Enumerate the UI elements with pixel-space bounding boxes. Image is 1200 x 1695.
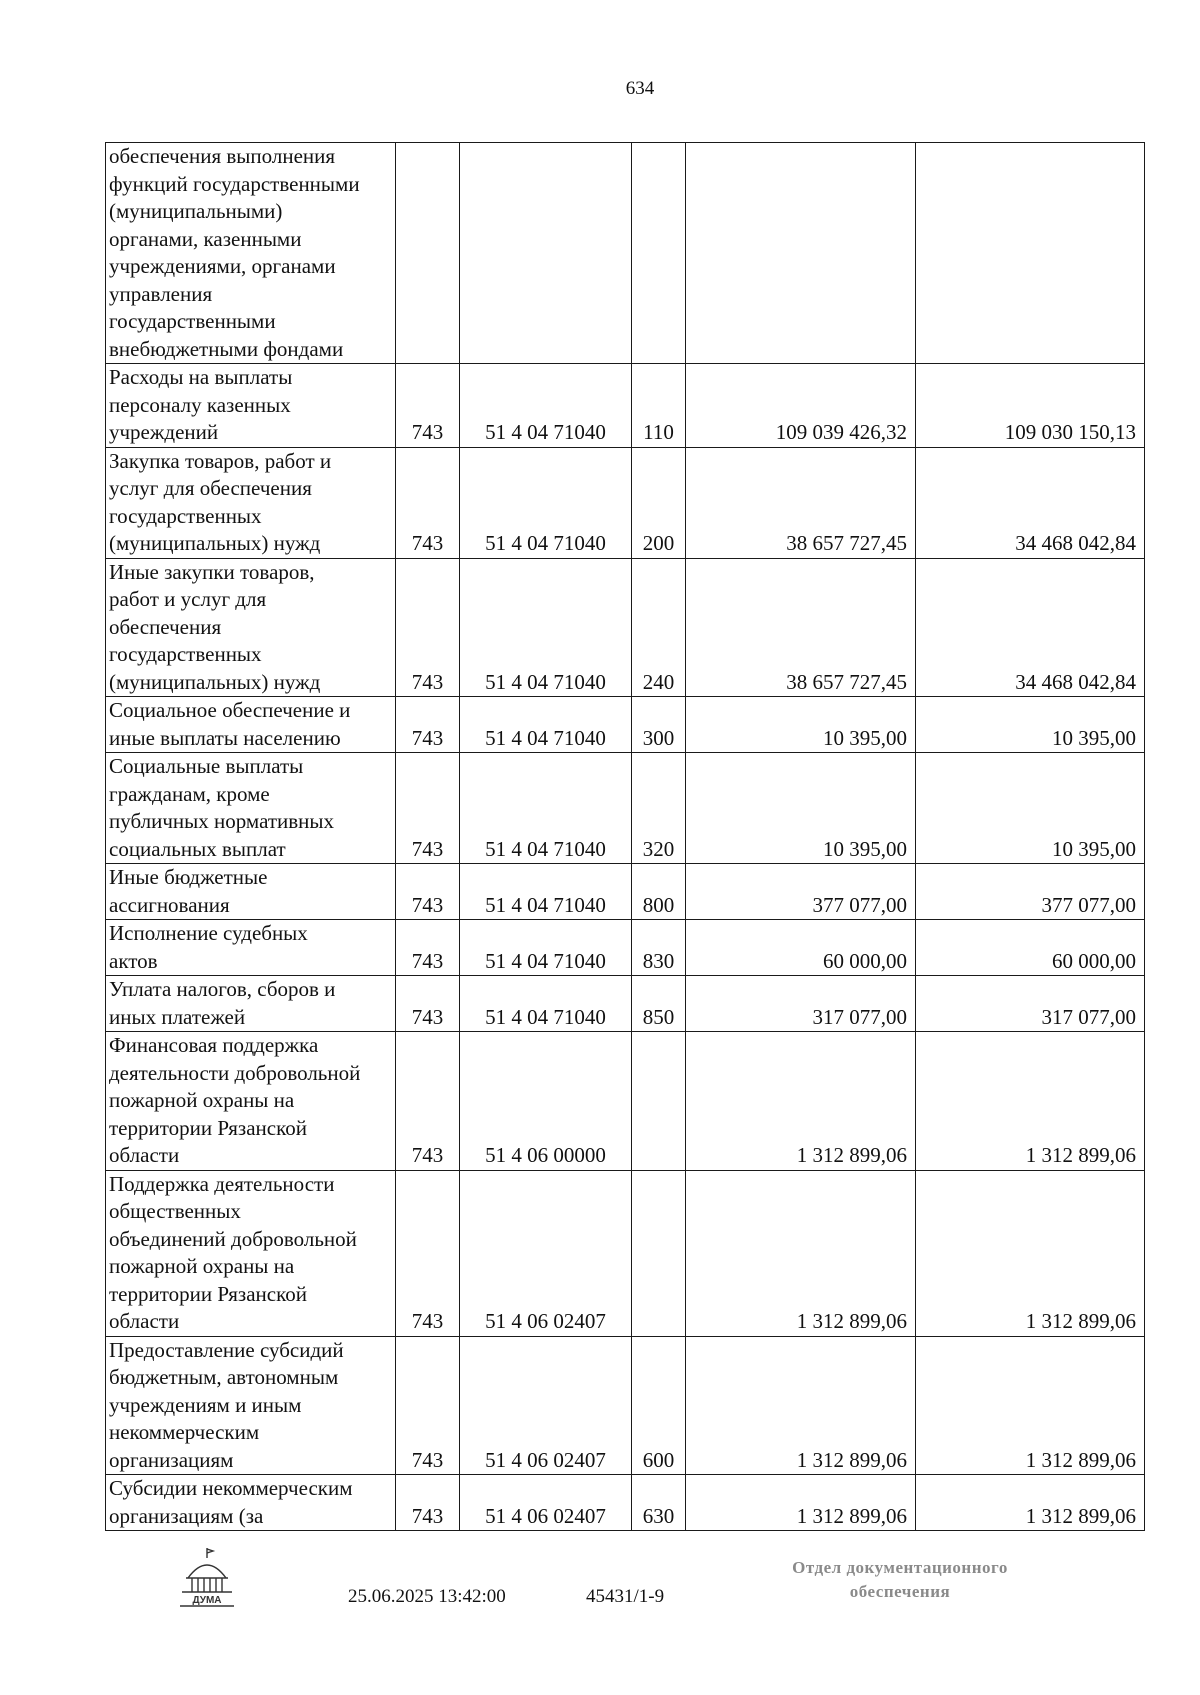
table-row [106, 976, 1145, 1032]
table-row [106, 1336, 1145, 1475]
row-target-article: 51 4 04 71040 [460, 697, 632, 753]
table-row [106, 753, 1145, 864]
row-expense-type: 830 [632, 920, 686, 976]
row-name: Поддержка деятельности общественных объединений добровольной пожарной охраны на территории Рязанской области [106, 1170, 396, 1336]
row-target-article: 51 4 04 71040 [460, 920, 632, 976]
row-amount-1: 109 039 426,32 [686, 364, 916, 448]
row-expense-type: 630 [632, 1475, 686, 1531]
row-expense-type: 850 [632, 976, 686, 1032]
row-amount-2: 1 312 899,06 [916, 1032, 1145, 1171]
row-amount-1: 38 657 727,45 [686, 447, 916, 558]
row-department-code: 743 [396, 1475, 460, 1531]
row-department-code: 743 [396, 864, 460, 920]
row-expense-type [632, 1032, 686, 1171]
row-amount-2: 109 030 150,13 [916, 364, 1145, 448]
row-target-article: 51 4 04 71040 [460, 364, 632, 448]
row-amount-1: 10 395,00 [686, 753, 916, 864]
row-amount-1: 1 312 899,06 [686, 1032, 916, 1171]
row-amount-2: 60 000,00 [916, 920, 1145, 976]
row-name: обеспечения выполнения функций государственными (муниципальными) органами, казенными учреждениями, органами управления государственными внебюджетными фондами [106, 143, 396, 364]
footer-doc-number: 45431/1-9 [586, 1586, 665, 1607]
row-expense-type: 320 [632, 753, 686, 864]
row-department-code: 743 [396, 753, 460, 864]
footer-timestamp: 25.06.2025 13:42:00 [348, 1586, 506, 1607]
row-department-code: 743 [396, 364, 460, 448]
row-amount-1: 1 312 899,06 [686, 1170, 916, 1336]
row-target-article: 51 4 06 02407 [460, 1170, 632, 1336]
row-name: Исполнение судебных актов [106, 920, 396, 976]
budget-table-body [106, 143, 1145, 1531]
row-amount-1: 317 077,00 [686, 976, 916, 1032]
table-row [106, 364, 1145, 448]
row-amount-2: 317 077,00 [916, 976, 1145, 1032]
row-target-article: 51 4 04 71040 [460, 976, 632, 1032]
row-name: Иные бюджетные ассигнования [106, 864, 396, 920]
row-amount-1: 10 395,00 [686, 697, 916, 753]
row-name: Социальные выплаты гражданам, кроме публичных нормативных социальных выплат [106, 753, 396, 864]
row-department-code: 743 [396, 447, 460, 558]
table-row [106, 920, 1145, 976]
row-target-article: 51 4 04 71040 [460, 447, 632, 558]
table-row [106, 1170, 1145, 1336]
row-department-code: 743 [396, 1170, 460, 1336]
table-row [106, 697, 1145, 753]
row-amount-2: 1 312 899,06 [916, 1336, 1145, 1475]
table-row [106, 1032, 1145, 1171]
row-expense-type: 110 [632, 364, 686, 448]
row-amount-2: 34 468 042,84 [916, 447, 1145, 558]
row-expense-type: 800 [632, 864, 686, 920]
row-amount-1: 38 657 727,45 [686, 558, 916, 697]
row-name: Расходы на выплаты персоналу казенных учреждений [106, 364, 396, 448]
row-amount-2: 34 468 042,84 [916, 558, 1145, 697]
row-expense-type: 300 [632, 697, 686, 753]
stamp-line-2: обеспечения [849, 1582, 951, 1601]
row-target-article: 51 4 06 02407 [460, 1475, 632, 1531]
table-row [106, 558, 1145, 697]
row-department-code: 743 [396, 1336, 460, 1475]
duma-logo-text: ДУМА [192, 1595, 222, 1606]
row-amount-2: 10 395,00 [916, 697, 1145, 753]
row-name: Иные закупки товаров, работ и услуг для обеспечения государственных (муниципальных) нужд [106, 558, 396, 697]
row-amount-1 [686, 143, 916, 364]
row-expense-type: 600 [632, 1336, 686, 1475]
page-number: 634 [625, 78, 655, 99]
row-amount-2: 1 312 899,06 [916, 1170, 1145, 1336]
row-expense-type: 200 [632, 447, 686, 558]
row-department-code: 743 [396, 920, 460, 976]
row-department-code: 743 [396, 697, 460, 753]
row-amount-2: 1 312 899,06 [916, 1475, 1145, 1531]
table-row [106, 143, 1145, 364]
stamp-line-1: Отдел документационного [792, 1558, 1008, 1577]
department-stamp [750, 1556, 1050, 1604]
row-expense-type [632, 143, 686, 364]
row-target-article: 51 4 04 71040 [460, 558, 632, 697]
row-target-article: 51 4 04 71040 [460, 864, 632, 920]
row-name: Субсидии некоммерческим организациям (за [106, 1475, 396, 1531]
duma-logo-icon [176, 1546, 238, 1612]
row-target-article: 51 4 06 02407 [460, 1336, 632, 1475]
row-amount-1: 1 312 899,06 [686, 1336, 916, 1475]
row-amount-1: 377 077,00 [686, 864, 916, 920]
row-target-article [460, 143, 632, 364]
row-department-code: 743 [396, 1032, 460, 1171]
row-amount-2 [916, 143, 1145, 364]
table-row [106, 864, 1145, 920]
row-department-code: 743 [396, 558, 460, 697]
table-row [106, 1475, 1145, 1531]
row-name: Социальное обеспечение и иные выплаты населению [106, 697, 396, 753]
row-target-article: 51 4 06 00000 [460, 1032, 632, 1171]
row-department-code: 743 [396, 976, 460, 1032]
row-amount-2: 377 077,00 [916, 864, 1145, 920]
row-target-article: 51 4 04 71040 [460, 753, 632, 864]
row-amount-1: 1 312 899,06 [686, 1475, 916, 1531]
row-name: Предоставление субсидий бюджетным, автономным учреждениям и иным некоммерческим организациям [106, 1336, 396, 1475]
row-name: Финансовая поддержка деятельности добровольной пожарной охраны на территории Рязанской области [106, 1032, 396, 1171]
table-row [106, 447, 1145, 558]
row-expense-type: 240 [632, 558, 686, 697]
row-expense-type [632, 1170, 686, 1336]
row-amount-1: 60 000,00 [686, 920, 916, 976]
row-name: Уплата налогов, сборов и иных платежей [106, 976, 396, 1032]
budget-table [105, 142, 1145, 1531]
row-name: Закупка товаров, работ и услуг для обеспечения государственных (муниципальных) нужд [106, 447, 396, 558]
row-department-code [396, 143, 460, 364]
row-amount-2: 10 395,00 [916, 753, 1145, 864]
